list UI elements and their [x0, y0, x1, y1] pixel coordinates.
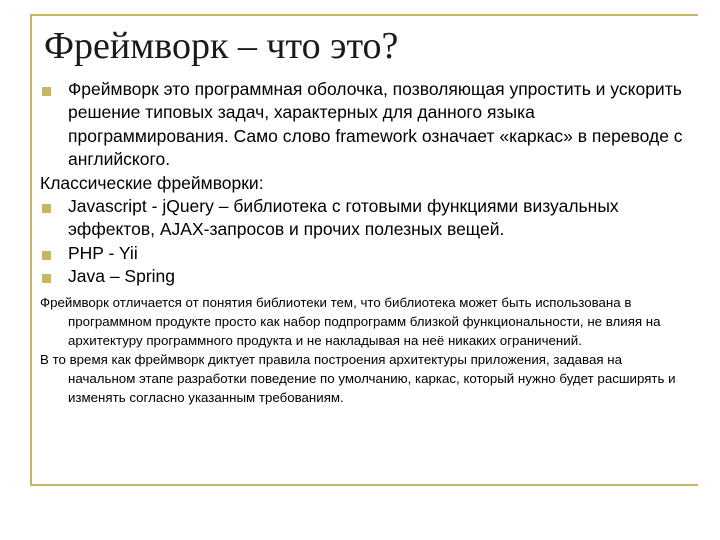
slide-content — [40, 78, 690, 407]
bullet-text: Java – Spring — [68, 266, 176, 287]
classic-frameworks-heading: Классические фреймворки: — [40, 172, 264, 193]
square-bullet-icon — [42, 204, 51, 213]
accent-vertical-line — [30, 14, 32, 484]
paragraph-library-difference: Фреймворк отличается от понятия библиотеки тем, что библиотека может быть использована в программном продукте просто как набор подпрограмм близкой функциональности, не влияя на архитектуру программного продукта и не накладывая на неё никаких ограничений. — [40, 294, 661, 348]
slide-title: Фреймворк – что это? — [44, 25, 399, 67]
square-bullet-icon — [42, 251, 51, 260]
square-bullet-icon — [42, 274, 51, 283]
bullet-text: Javascript - jQuery – библиотека с готовыми функциями визуальных эффектов, AJAX-запросов и прочих полезных вещей. — [68, 196, 619, 240]
accent-top-line — [30, 14, 698, 16]
bullet-text: PHP - Yii — [68, 242, 138, 263]
bullet-item-definition — [40, 78, 690, 172]
bullet-item-java — [40, 265, 690, 288]
bullet-item-php — [40, 242, 690, 265]
paragraph-framework-rules: В то время как фреймворк диктует правила построения архитектуры приложения, задавая на начальном этапе разработки поведение по умолчанию, каркас, который нужно будет расширять и изменять согласно указанным требованиям. — [40, 351, 676, 405]
bullet-text: Фреймворк это программная оболочка, позволяющая упростить и ускорить решение типовых задач, характерных для данного языка программирования. Само слово framework означает «каркас» в переводе с английского. — [68, 79, 683, 170]
square-bullet-icon — [42, 87, 51, 96]
accent-bottom-line — [30, 484, 698, 486]
bullet-item-javascript — [40, 195, 690, 242]
